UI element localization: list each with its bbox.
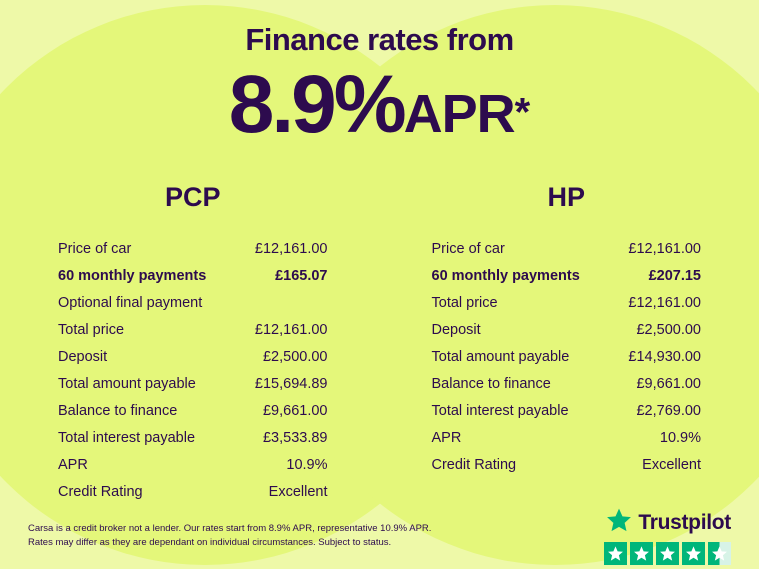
table-row bbox=[408, 289, 726, 316]
table-row bbox=[408, 316, 726, 343]
row-value: 10.9% bbox=[286, 456, 328, 473]
trustpilot-wordmark: Trustpilot bbox=[638, 510, 731, 534]
row-value: £12,161.00 bbox=[254, 240, 328, 257]
table-row bbox=[408, 235, 726, 262]
row-value: £12,161.00 bbox=[254, 321, 328, 338]
row-label: Total price bbox=[58, 321, 125, 338]
row-label: Price of car bbox=[58, 240, 132, 257]
row-label: Deposit bbox=[431, 321, 481, 338]
row-label: Total amount payable bbox=[431, 348, 570, 365]
table-row bbox=[408, 397, 726, 424]
row-value: 10.9% bbox=[659, 429, 701, 446]
table-row bbox=[408, 343, 726, 370]
row-label: Deposit bbox=[58, 348, 108, 365]
rate-value: 8.9% bbox=[228, 59, 404, 150]
row-label: 60 monthly payments bbox=[58, 267, 207, 284]
row-value: £12,161.00 bbox=[628, 240, 701, 257]
row-label: Total amount payable bbox=[58, 375, 196, 392]
rate-asterisk: * bbox=[514, 90, 531, 135]
headline: Finance rates from bbox=[245, 22, 514, 57]
column-pcp bbox=[34, 182, 352, 505]
column-pcp-title: PCP bbox=[164, 182, 221, 212]
table-row bbox=[34, 370, 352, 397]
row-label: Balance to finance bbox=[431, 375, 551, 392]
row-value: £9,661.00 bbox=[636, 375, 701, 392]
row-label: Credit Rating bbox=[431, 456, 517, 473]
row-value: £207.15 bbox=[648, 267, 701, 284]
row-value: £3,533.89 bbox=[262, 429, 328, 446]
row-value: £2,500.00 bbox=[262, 348, 328, 365]
column-hp-title: HP bbox=[547, 182, 585, 212]
row-label: Total price bbox=[431, 294, 498, 311]
finance-comparison-columns bbox=[0, 182, 759, 505]
column-hp bbox=[408, 182, 726, 505]
row-value: £12,161.00 bbox=[628, 294, 701, 311]
row-label: APR bbox=[58, 456, 88, 473]
row-value: £2,500.00 bbox=[636, 321, 701, 338]
table-row bbox=[34, 262, 352, 289]
row-label: Price of car bbox=[431, 240, 505, 257]
table-row bbox=[408, 424, 726, 451]
row-label: Total interest payable bbox=[431, 402, 569, 419]
table-row bbox=[34, 451, 352, 478]
disclaimer-text: Carsa is a credit broker not a lender. Our rates start from 8.9% APR, representative 10.9% APR. Rates may differ as they are dependant on individual circumstances. Subject to status. bbox=[28, 523, 432, 548]
table-row bbox=[34, 289, 352, 316]
table-row bbox=[408, 262, 726, 289]
row-value: £2,769.00 bbox=[636, 402, 701, 419]
row-label: Balance to finance bbox=[58, 402, 178, 419]
row-label: Total interest payable bbox=[58, 429, 196, 446]
rate-headline bbox=[0, 59, 759, 150]
row-value: £14,930.00 bbox=[628, 348, 701, 365]
row-label: APR bbox=[431, 429, 462, 446]
row-label: Optional final payment bbox=[58, 294, 203, 311]
table-row bbox=[34, 424, 352, 451]
row-value: Excellent bbox=[268, 483, 328, 500]
rate-unit: APR bbox=[403, 84, 515, 144]
row-label: Credit Rating bbox=[58, 483, 143, 500]
table-row bbox=[34, 397, 352, 424]
row-value: £165.07 bbox=[275, 267, 328, 284]
table-row bbox=[34, 343, 352, 370]
row-value: £15,694.89 bbox=[254, 375, 328, 392]
row-value: £9,661.00 bbox=[262, 402, 328, 419]
table-row bbox=[34, 478, 352, 505]
row-value: Excellent bbox=[642, 456, 701, 473]
table-row bbox=[408, 451, 726, 478]
row-label: 60 monthly payments bbox=[431, 267, 580, 284]
table-row bbox=[408, 370, 726, 397]
table-row bbox=[34, 235, 352, 262]
table-row bbox=[34, 316, 352, 343]
